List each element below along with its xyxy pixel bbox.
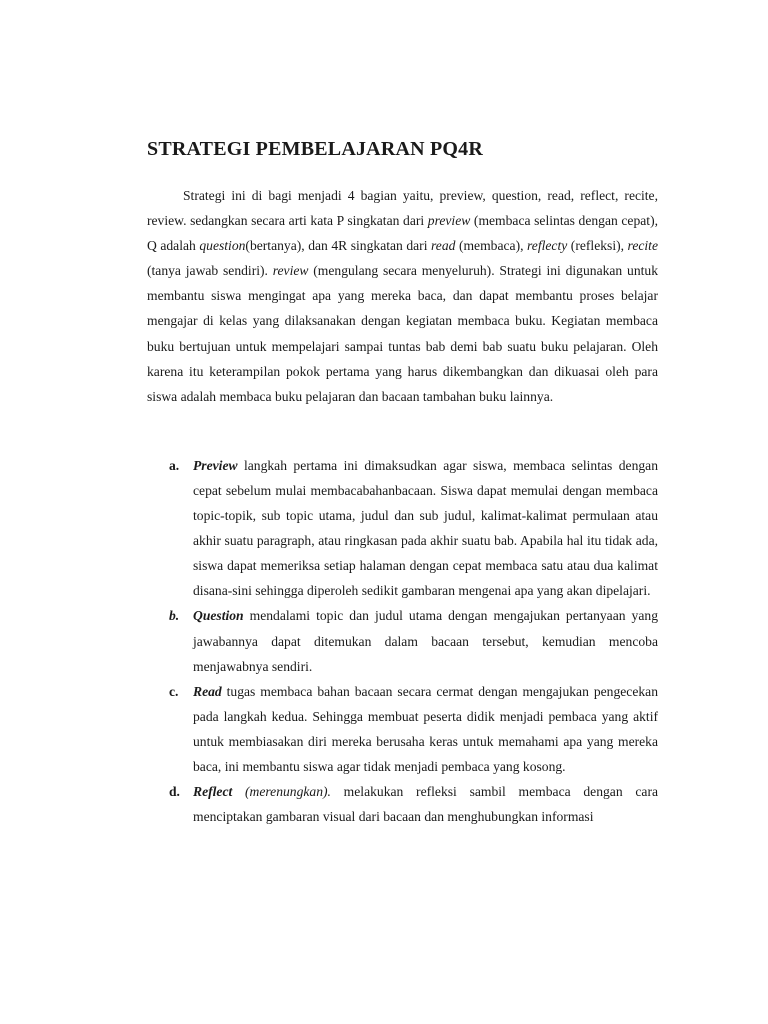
list-marker: a. [169,457,180,473]
list-term: Read [193,683,222,699]
intro-text-2: (membaca selintas dengan cepat), Q adalah [147,213,658,254]
intro-term-review: review [272,263,309,279]
list-text: melakukan refleksi sambil membaca dengan cara menciptakan gambaran visual dari bacaan dan menghubungkan informasi [193,784,658,825]
intro-term-preview: preview [427,213,471,229]
intro-term-reflecty: reflecty [527,238,568,254]
intro-text-6: (tanya jawab sendiri). [147,263,273,279]
list-item-read [147,679,658,779]
intro-text-3: (bertanya), dan 4R singkatan dari [245,238,432,254]
intro-text-5: (refleksi), [567,238,628,254]
list-item-preview [147,453,658,604]
intro-term-read: read [431,238,456,254]
list-text: langkah pertama ini dimaksudkan agar siswa, membaca selintas dengan cepat sebelum mulai membacabahanbacaan. Siswa dapat memulai dengan membaca topic-topik, sub topic utama, judul dan sub judul, kalimat-kalimat permulaan atau akhir suatu paragraph, atau ringkasan pada akhir suatu bab. Apabila hal itu tidak ada, siswa dapat memeriksa setiap halaman dengan cepat membaca satu atau dua kalimat disana-sini sehingga diperoleh sedikit gambaran mengenai apa yang akan dipelajari. [193,457,658,599]
intro-text-7: (mengulang secara menyeluruh). Strategi ini digunakan untuk membantu siswa mengingat apa yang mereka baca, dan dapat membantu proses belajar mengajar di kelas yang dilaksanakan dengan kegiatan membaca buku. Kegiatan membaca buku bertujuan untuk mempelajari sampai tuntas bab demi bab suatu buku pelajaran. Oleh karena itu keterampilan pokok pertama yang harus dikembangkan dan dikuasai oleh para siswa adalah membaca buku pelajaran dan bacaan tambahan buku lainnya. [147,263,658,404]
pq4r-steps-list [147,453,658,829]
list-marker: d. [169,784,180,800]
list-item-reflect [147,779,658,829]
document-page [147,138,658,829]
list-text: tugas membaca bahan bacaan secara cermat dengan mengajukan pengecekan pada langkah kedua. Sehingga membuat peserta didik menjadi pembaca yang aktif untuk membiasakan diri mereka berusaha keras untuk memahami apa yang mereka baca, ini membantu siswa agar tidak menjadi pembaca yang kosong. [193,683,658,774]
intro-text-1: Strategi ini di bagi menjadi 4 bagian yaitu, preview, question, read, reflect, recite, review. sedangkan secara arti kata P singkatan dari [147,188,658,229]
list-item-question [147,603,658,678]
intro-term-recite: recite [627,238,658,254]
intro-text-4: (membaca), [455,238,528,254]
list-marker: b. [169,608,180,624]
list-text: mendalami topic dan judul utama dengan mengajukan pertanyaan yang jawabannya dapat ditemukan dalam bacaan tersebut, kemudian mencoba menjawabnya sendiri. [193,608,658,674]
document-title: STRATEGI PEMBELAJARAN PQ4R [147,138,483,160]
list-marker: c. [169,683,179,699]
list-term: Preview [193,457,238,473]
list-term: Reflect [193,784,233,800]
intro-paragraph [147,183,658,409]
list-term-note: (merenungkan). [232,784,331,800]
list-term: Question [193,608,244,624]
intro-term-question: question [199,238,246,254]
